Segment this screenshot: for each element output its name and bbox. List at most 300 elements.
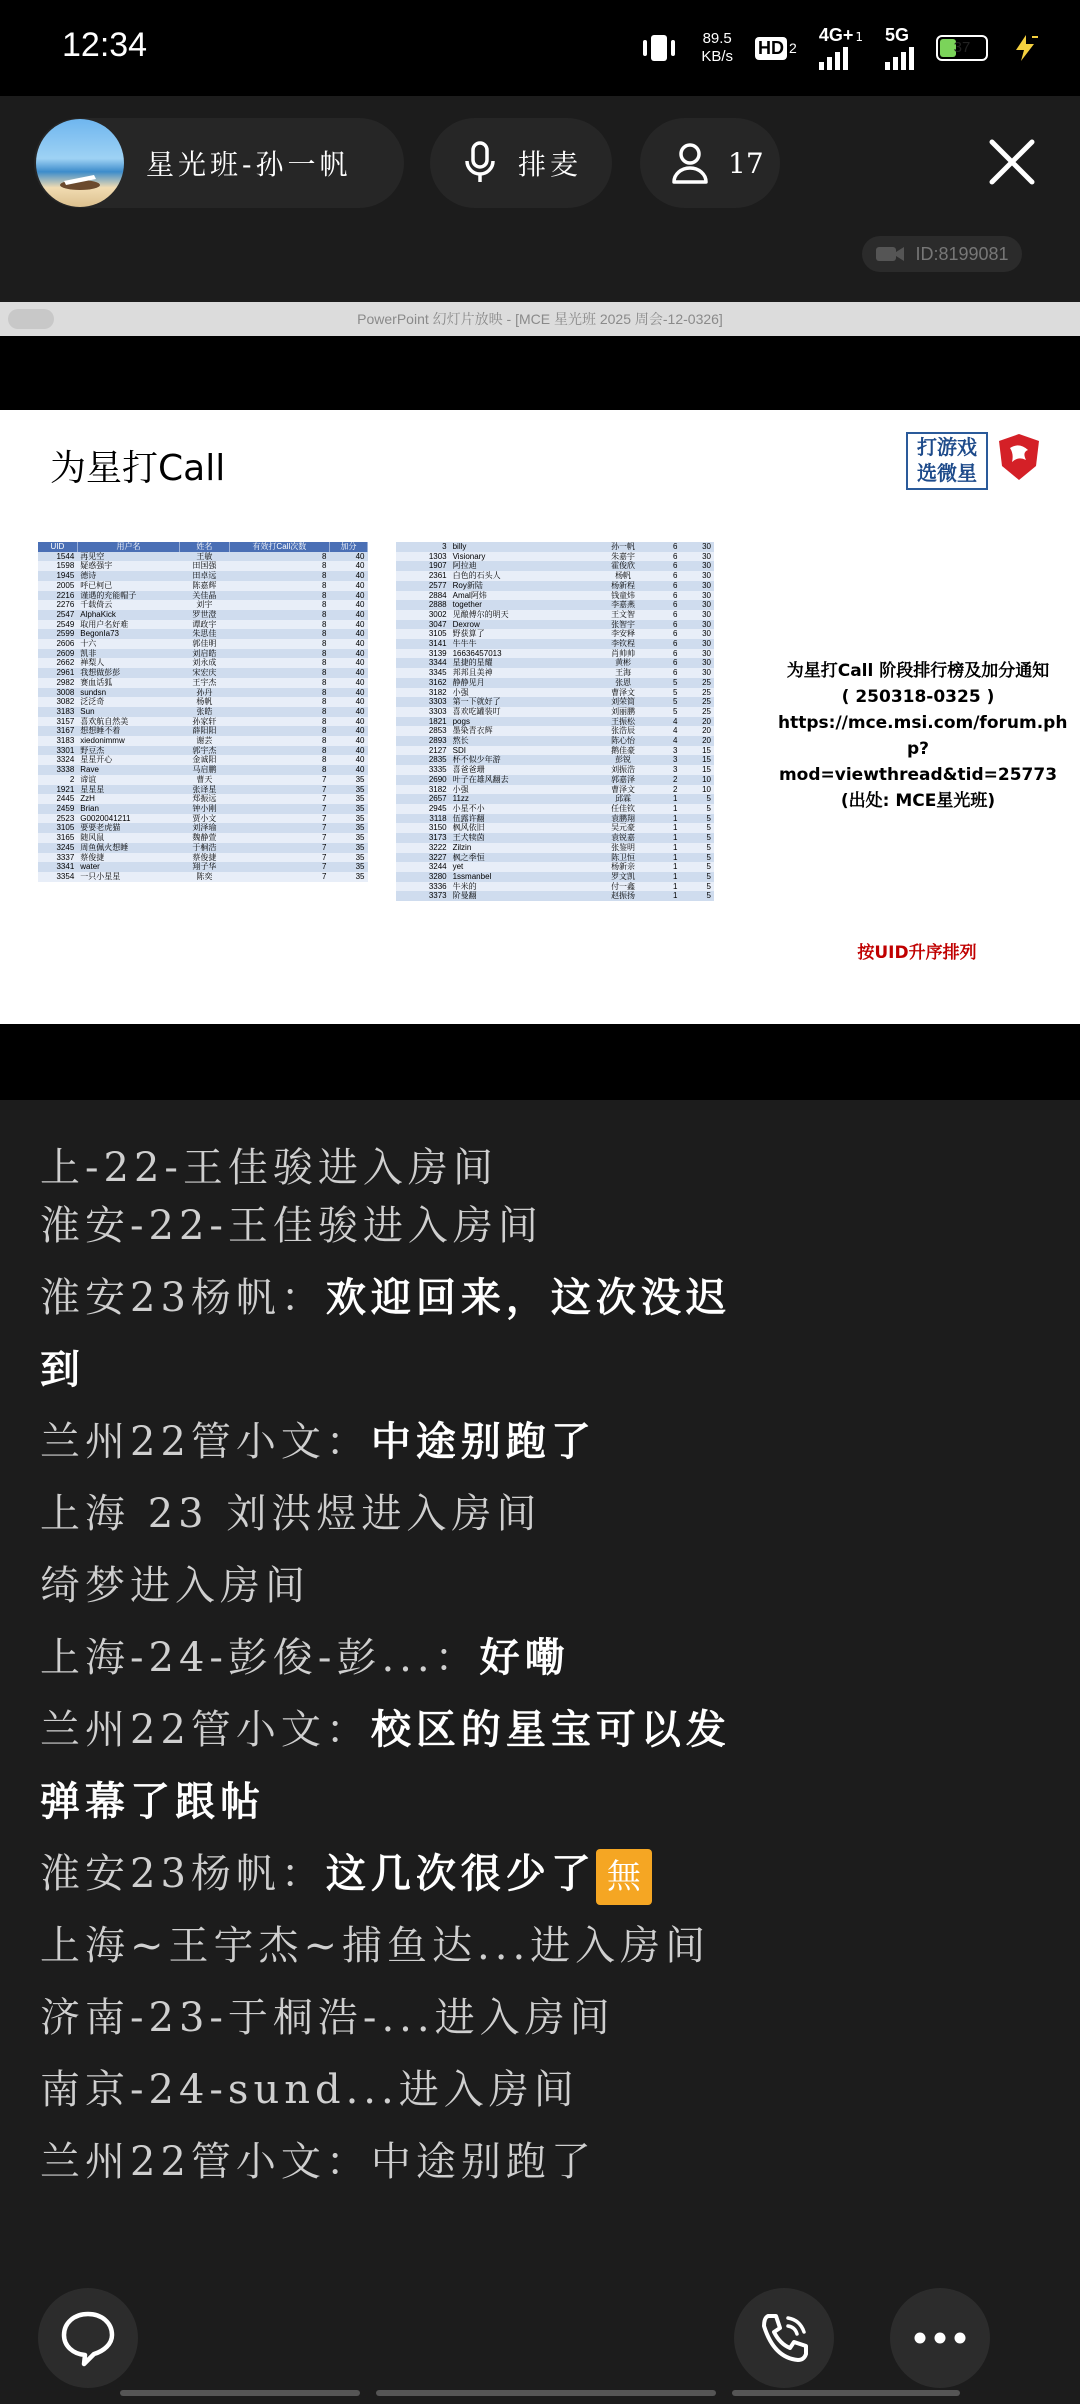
table-cell: 5 [680,804,714,814]
ppt-title-bar [0,302,1080,336]
table-cell: 40 [330,649,368,659]
table-cell: 10 [680,785,714,795]
table-cell: Dexrow [450,620,590,630]
table-cell: 贾小文 [180,814,230,824]
table-cell: 鹅佳豪 [589,746,657,756]
person-icon [670,141,710,185]
room-info-pill[interactable] [34,118,404,208]
table-cell: 谭政宇 [180,620,230,630]
table-cell: 2216 [38,591,77,601]
table-cell: 35 [330,823,368,833]
table-cell: 5 [680,833,714,843]
chat-bubble-icon [58,2308,118,2368]
table-cell: Amal阿炜 [450,591,590,601]
table-cell: 2599 [38,629,77,639]
table-row [38,629,368,639]
table-cell: 3354 [38,872,77,882]
table-cell: 王文智 [589,610,657,620]
table-cell: 1 [657,823,681,833]
table-row [396,639,714,649]
table-cell: 3222 [396,843,450,853]
slide-title: 为星打Call [50,448,226,489]
table-cell: 刘永成 [180,658,230,668]
table-row [396,726,714,736]
table-row [396,872,714,882]
table-cell: 魏静萱 [180,833,230,843]
table-cell: 3303 [396,707,450,717]
chat-sender: 上海-24-彭俊-彭...： [40,1635,480,1681]
table-cell: 8 [229,668,329,678]
table-cell: 王犬犊茵 [450,833,590,843]
table-cell: 30 [680,542,714,552]
table-row [38,600,368,610]
table-cell: 1945 [38,571,77,581]
table-cell: 野获算了 [450,629,590,639]
table-cell: 2835 [396,755,450,765]
emoji-sticker-icon: 無 [596,1849,652,1905]
table-cell: 5 [657,678,681,688]
table-cell: 3336 [396,882,450,892]
table-cell: 40 [330,717,368,727]
table-cell: 4 [657,717,681,727]
table-cell: 40 [330,600,368,610]
table-cell: 2853 [396,726,450,736]
table-row [38,591,368,601]
video-camera-icon [875,244,905,264]
table-cell: 肖帅帅 [589,649,657,659]
table-cell: 5 [680,794,714,804]
table-row [396,697,714,707]
table-cell: 2893 [396,736,450,746]
table-cell: 张浩辰 [589,726,657,736]
logo-text: 打游戏 选微星 [917,435,977,485]
table-cell: 牛米的 [450,882,590,892]
table-cell: 2609 [38,649,77,659]
table-cell: billy [450,542,590,552]
table-cell: yet [450,862,590,872]
table-row [396,571,714,581]
table-cell: 取用户名好难 [77,620,179,630]
table-cell: 8 [229,678,329,688]
table-cell: 40 [330,629,368,639]
table-cell: 8 [229,755,329,765]
table-cell: Sun [77,707,179,717]
table-cell: 15 [680,765,714,775]
chat-sender: 兰州22管小文： [40,1707,371,1753]
table-cell: 1 [657,872,681,882]
slideshow-menu-button[interactable] [8,309,54,329]
table-row [38,610,368,620]
battery-level: 37 [953,39,971,56]
table-cell: 1303 [396,552,450,562]
table-cell: 7 [229,814,329,824]
table-cell: 想想睡不着 [77,726,179,736]
table-cell: 曹天 [180,775,230,785]
table-cell: 35 [330,785,368,795]
mic-queue-label: 排麦 [518,148,583,181]
table-cell: 3227 [396,853,450,863]
table-cell: 3373 [396,891,450,901]
table-row [38,862,368,872]
table-cell: 谨遇的充能帽子 [77,591,179,601]
table-cell: 星捷的星耀 [450,658,590,668]
table-row [38,794,368,804]
table-cell: 3157 [38,717,77,727]
table-row [38,678,368,688]
table-cell: 30 [680,639,714,649]
table-cell: 8 [229,746,329,756]
table-cell: 禅梨人 [77,658,179,668]
table-cell: 8 [229,649,329,659]
table-cell: 1821 [396,717,450,727]
table-cell: 2961 [38,668,77,678]
table-cell: 40 [330,765,368,775]
chat-message [40,1910,760,1982]
table-cell: 2005 [38,581,77,591]
bottom-bar [0,2280,1080,2404]
letterbox-bottom [0,1024,1080,1100]
chat-sender: 上海 23 刘洪煜进入房间 [40,1491,542,1537]
table-cell: 40 [330,639,368,649]
table-row [396,678,714,688]
table-cell: 钱童炜 [589,591,657,601]
table-cell: 再见空 [77,552,179,562]
table-row [38,658,368,668]
table-cell: 40 [330,658,368,668]
table-row [38,823,368,833]
table-cell: 2523 [38,814,77,824]
table-cell: 3 [657,746,681,756]
table-cell: 8 [229,571,329,581]
table-cell: 2547 [38,610,77,620]
table-cell: 刘荣简 [589,697,657,707]
net1-label: 4G+ [818,25,854,45]
table-row [396,882,714,892]
table-cell: 3182 [396,785,450,795]
table-row [396,581,714,591]
chat-message [40,1550,760,1622]
table-cell: 7 [229,785,329,795]
chat-text: 校区的星宝可以发弹幕了跟帖 [40,1706,731,1825]
table-cell: 3182 [396,688,450,698]
table-cell: 5 [680,853,714,863]
table-cell: 2982 [38,678,77,688]
table-cell: 8 [229,610,329,620]
table-cell: 邦邦且美神 [450,668,590,678]
table-cell: 4 [657,736,681,746]
chat-message [40,2054,760,2126]
table-cell: 小星不小 [450,804,590,814]
table-cell: 3118 [396,814,450,824]
presentation-slide [0,410,1080,1024]
table-cell: 疑惑强宇 [77,561,179,571]
signal-4g [819,26,863,70]
table-cell: 3335 [396,765,450,775]
table-cell: 40 [330,581,368,591]
table-cell: 1 [657,853,681,863]
table-cell: 2459 [38,804,77,814]
table-row [396,591,714,601]
table-cell: 3105 [396,629,450,639]
battery-icon [936,35,988,61]
table-cell: AlphaKick [77,610,179,620]
table-cell: 7 [229,804,329,814]
table-cell: 刘宇 [180,600,230,610]
table-cell: 40 [330,668,368,678]
table-cell: 2 [657,785,681,795]
table-row [38,804,368,814]
table-cell: 35 [330,833,368,843]
table-cell: 陈奕 [180,872,230,882]
table-cell: 3337 [38,853,77,863]
table-cell: 6 [657,668,681,678]
table-cell: 3162 [396,678,450,688]
table-cell: 30 [680,571,714,581]
table-cell: 8 [229,726,329,736]
table-cell: 2888 [396,600,450,610]
table-cell: 3183 [38,736,77,746]
table-cell: 6 [657,600,681,610]
table-cell: 黄彬 [589,658,657,668]
table-cell: 5 [680,862,714,872]
table-cell: 3344 [396,658,450,668]
net2-label: 5G [885,25,910,45]
msi-game-logo [906,432,988,490]
table-row [396,853,714,863]
chat-sender: 济南-23-于桐浩-...进入房间 [40,1995,615,2041]
table-row [396,736,714,746]
chat-message [40,1262,760,1406]
table-cell: 40 [330,688,368,698]
table-cell: 第一下就好了 [450,697,590,707]
chat-feed[interactable] [40,1145,760,2280]
net-speed [701,30,733,66]
table-cell: 3150 [396,823,450,833]
more-dots-icon [910,2328,970,2348]
table-cell: 凯非 [77,649,179,659]
table-cell: 3047 [396,620,450,630]
table-row [396,814,714,824]
table-cell: 曹泽文 [589,688,657,698]
table-cell: 张恩 [589,678,657,688]
table-row [396,610,714,620]
table-cell: 30 [680,668,714,678]
table-cell: 8 [229,658,329,668]
table-row [38,833,368,843]
table-cell: 4 [657,726,681,736]
table-cell: 1921 [38,785,77,795]
table-cell: 赛血话狐 [77,678,179,688]
table-row [38,639,368,649]
table-cell: 3 [657,755,681,765]
table-cell: 6 [657,620,681,630]
table-row [396,542,714,552]
table-cell: 1ssmanbel [450,872,590,882]
table-cell: 我想做彭彭 [77,668,179,678]
table-row [38,755,368,765]
table-cell: 6 [657,629,681,639]
table-cell: 吴元豪 [589,823,657,833]
notice-line: (出处: MCE星光班) [840,791,996,811]
table-row [396,755,714,765]
table-cell: 3082 [38,697,77,707]
chat-sender: 淮安23杨帆： [40,1275,326,1321]
table-cell: 20 [680,736,714,746]
close-icon[interactable] [984,134,1040,190]
rank-table-left [38,542,368,882]
table-cell: 1 [657,804,681,814]
table-cell: 罗文凯 [589,872,657,882]
table-cell: 25 [680,678,714,688]
avatar[interactable] [36,119,124,207]
table-cell: 刘启皓 [180,649,230,659]
table-cell: 陈心怡 [589,736,657,746]
table-row [38,697,368,707]
notice-line: 为星打Call 阶段排行榜及加分通知 [786,661,1050,681]
member-count-button[interactable] [640,118,780,208]
table-row [396,552,714,562]
table-row [38,853,368,863]
table-cell: 枫之季恒 [450,853,590,863]
table-cell: 杨帆 [180,697,230,707]
table-cell: 野豆杰 [77,746,179,756]
chat-message [40,1622,760,1694]
table-cell: 罗世澄 [180,610,230,620]
table-cell: 田卓远 [180,571,230,581]
table-cell: 3 [396,542,450,552]
table-row [396,658,714,668]
table-cell: 郭佳明 [180,639,230,649]
beach-chair-icon [36,119,124,207]
table-cell: 邱霖 [589,794,657,804]
table-cell: 8 [229,688,329,698]
table-cell: 3105 [38,823,77,833]
table-cell: 6 [657,581,681,591]
sort-note: 按UID升序排列 [857,943,977,963]
table-cell: 3338 [38,765,77,775]
call-button[interactable] [734,2288,834,2388]
table-row [396,785,714,795]
table-cell: 7 [229,823,329,833]
table-cell: 刘振浩 [589,765,657,775]
table-cell: 彭锐 [589,755,657,765]
table-cell: 牛牛牛 [450,639,590,649]
table-cell: 40 [330,552,368,562]
table-cell: G0020041211 [77,814,179,824]
table-cell: 6 [657,649,681,659]
table-cell: 2445 [38,794,77,804]
table-cell: 田国强 [180,561,230,571]
table-cell: 2361 [396,571,450,581]
table-header-cell: 有效打Call次数 [229,542,329,552]
table-cell: 翔子华 [180,862,230,872]
chat-message [40,1982,760,2054]
table-cell: 郑振远 [180,794,230,804]
table-cell: 3139 [396,649,450,659]
table-cell: 30 [680,658,714,668]
table-cell: 十六 [77,639,179,649]
table-cell: 8 [229,561,329,571]
table-cell: 35 [330,843,368,853]
room-id: ID:8199081 [915,243,1009,264]
table-cell: 3165 [38,833,77,843]
more-button[interactable] [890,2288,990,2388]
chat-text: 中途别跑了 [370,1418,596,1465]
table-cell: 王宇杰 [180,678,230,688]
table-cell: 2690 [396,775,450,785]
signal-5g [885,26,914,70]
table-cell: 千载倚云 [77,600,179,610]
charging-icon [1010,33,1040,63]
table-cell: 3341 [38,862,77,872]
table-cell: 3173 [396,833,450,843]
table-cell: 静静见月 [450,678,590,688]
table-cell: 8 [229,717,329,727]
table-cell: 7 [229,872,329,882]
table-cell: 5 [680,823,714,833]
table-cell: 张智宇 [589,620,657,630]
table-cell: 7 [229,843,329,853]
table-cell: 20 [680,726,714,736]
table-cell: 李安释 [589,629,657,639]
table-row [396,843,714,853]
table-cell: 马启鹏 [180,765,230,775]
table-cell: 6 [657,639,681,649]
table-cell: 熬长 [450,736,590,746]
chat-sender: 兰州22管小文： [40,1419,371,1465]
table-cell: 5 [657,688,681,698]
table-cell: 任佳钦 [589,804,657,814]
table-cell: 王海 [589,668,657,678]
table-cell: 刘泽瑜 [180,823,230,833]
table-cell: 杯不似少年游 [450,755,590,765]
table-cell: 40 [330,726,368,736]
table-cell: 40 [330,707,368,717]
table-cell: 40 [330,697,368,707]
table-cell: Rave [77,765,179,775]
table-cell: sundsn [77,688,179,698]
table-cell: 2 [38,775,77,785]
table-cell: 8 [229,629,329,639]
table-cell: pogs [450,717,590,727]
table-cell: 谛谊 [77,775,179,785]
signal-bars-icon [819,44,848,70]
table-cell: 8 [229,639,329,649]
table-cell: 5 [657,697,681,707]
table-cell: 40 [330,736,368,746]
table-row [38,775,368,785]
table-cell: 35 [330,794,368,804]
table-cell: 8 [229,581,329,591]
chat-text: 欢迎回来，这次没迟到 [40,1274,731,1393]
table-cell: 小强 [450,688,590,698]
table-row [396,600,714,610]
chat-button[interactable] [38,2288,138,2388]
table-cell: 朱嘉宇 [589,552,657,562]
table-cell: 2662 [38,658,77,668]
table-cell: 16636457013 [450,649,590,659]
table-cell: 3141 [396,639,450,649]
table-cell: 10 [680,775,714,785]
hd-label: HD [755,37,787,60]
table-cell: 小强 [450,785,590,795]
table-cell: 7 [229,853,329,863]
table-cell: 35 [330,853,368,863]
table-cell: 墨染青衣辉 [450,726,590,736]
mic-queue-button[interactable] [430,118,612,208]
table-cell: 40 [330,610,368,620]
table-cell: 2127 [396,746,450,756]
